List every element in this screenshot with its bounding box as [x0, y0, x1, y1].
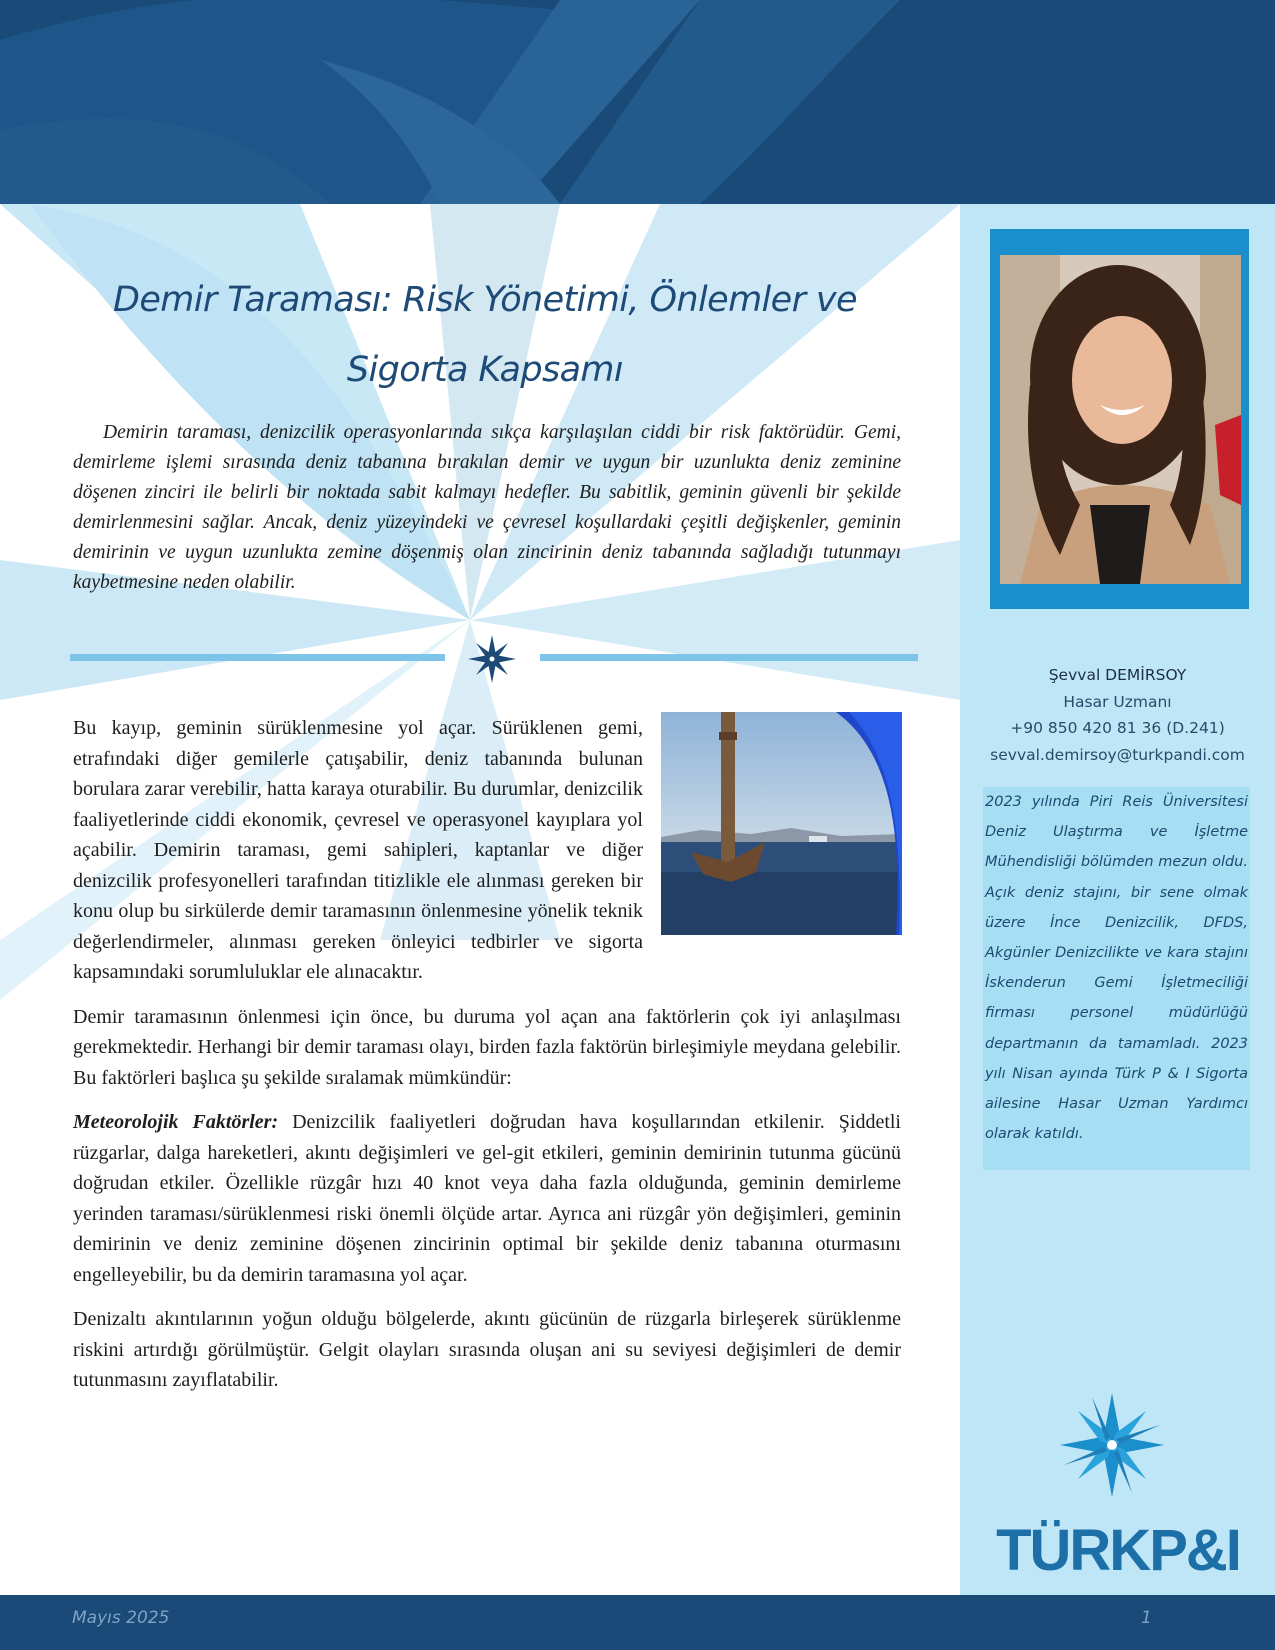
compass-star-icon — [467, 634, 517, 684]
article-title-line2: Sigorta Kapsamı — [346, 350, 624, 390]
article-body — [73, 713, 901, 1410]
anchor-photo — [661, 712, 902, 935]
paragraph-3-text: Denizcilik faaliyetleri doğrudan hava koşullarından etkilenir. Şiddetli rüzgarlar, dalga hareketleri, akıntı değişimleri ve gel-git etkileri, geminin demirinin tutunma gücünü doğrudan etkiler. Özellikle rüzgâr hızı 40 knot veya daha fazla olduğunda, geminin demirleme yerinden taraması/sürüklenmesi riski önemli ölçüde artar. Ayrıca ani rüzgâr yön değişimleri, geminin demirinin ve deniz zeminine döşenen zincirinin optimal bir şekilde deniz tabanına oturmasını engelleyebilir, bu da demirin taramasına yol açar. — [73, 1111, 901, 1286]
author-bio: 2023 yılında Piri Reis Üniversitesi Deniz Ulaştırma ve İşletme Mühendisliği bölümden mezun oldu. Açık deniz stajını, bir sene olmak üzere İnce Denizcilik, DFDS, Akgünler Denizcilikte ve kara stajını İskenderun Gemi İşletmeciliği firması personel müdürlüğü departmanın da tamamladı. 2023 yılı Nisan ayında Türk P & I Sigorta ailesine Hasar Uzman Yardımcı olarak katıldı. — [983, 787, 1250, 1170]
turk-pandi-logo — [975, 1385, 1265, 1580]
footer-date: Mayıs 2025 — [72, 1608, 170, 1628]
author-info — [960, 662, 1275, 768]
author-role: Hasar Uzmanı — [1063, 692, 1172, 711]
logo-text: TÜRKP&I — [996, 1518, 1240, 1580]
paragraph-1: Bu kayıp, geminin sürüklenmesine yol açar. Sürüklenen gemi, etrafındaki diğer gemilerle çatışabilir, deniz tabanında bulunan borulara zarar verebilir, hatta karaya oturabilir. Bu durumlar, denizcilik faaliyetlerinde ciddi ekonomik, çevresel ve operasyonel kayıplara yol açabilir. Demirin taraması, gemi sahipleri, kaptanlar ve diğer denizcilik profesyonelleri tarafından titizlikle ele alınması gereken bir konu olup bu sirkülerde demir taramasının önlenmesine yönelik teknik değerlendirmeler, alınması gereken önleyici tedbirler ve sigorta kapsamındaki sorumluluklar ele alınacaktır. — [73, 717, 643, 983]
article-title-line1: Demir Taraması: Risk Yönetimi, Önlemler ve — [113, 280, 857, 320]
meteorological-factors-heading: Meteorolojik Faktörler: — [73, 1111, 279, 1133]
paragraph-3 — [73, 1107, 901, 1290]
author-photo — [1000, 255, 1241, 584]
author-phone[interactable]: +90 850 420 81 36 (D.241) — [1010, 719, 1225, 737]
page-number: 1 — [1141, 1608, 1152, 1628]
paragraph-4: Denizaltı akıntılarının yoğun olduğu bölgelerde, akıntı gücünün de rüzgarla birleşerek sürüklenme riskini artırdığı görülmüştür. Gelgit olayları sırasında oluşan ani su seviyesi değişimleri de demir tutunmasını zayıflatabilir. — [73, 1308, 901, 1391]
article-title — [80, 265, 890, 405]
paragraph-2: Demir taramasının önlenmesi için önce, bu duruma yol açan ana faktörlerin çok iyi anlaşılması gerekmektedir. Herhangi bir demir taraması olayı, birden fazla faktörün birleşimiyle meydana gelebilir. Bu faktörleri başlıca şu şekilde sıralamak mümkündür: — [73, 1005, 901, 1089]
article-intro: Demirin taraması, denizcilik operasyonlarında sıkça karşılaşılan ciddi bir risk faktörüdür. Gemi, demirleme işlemi sırasında deniz tabanına bırakılan demir ve uygun bir uzunlukta deniz zeminine döşenen zinciri ile belirli bir noktada sabit kalmayı hedefler. Bu sabitlik, geminin güvenli bir şekilde demirlenmesini sağlar. Ancak, deniz yüzeyindeki ve çevresel koşullardaki çeşitli değişkenler, geminin demirinin ve uygun uzunlukta zemine döşenmiş olan zincirinin deniz tabanında sağladığı tutunmayı kaybetmesine neden olabilir. — [73, 422, 901, 593]
divider-right — [540, 654, 918, 661]
footer-band — [0, 1595, 1275, 1650]
author-email[interactable]: sevval.demirsoy@turkpandi.com — [990, 745, 1245, 764]
author-name: Şevval DEMİRSOY — [1048, 666, 1187, 684]
divider-left — [70, 654, 445, 661]
